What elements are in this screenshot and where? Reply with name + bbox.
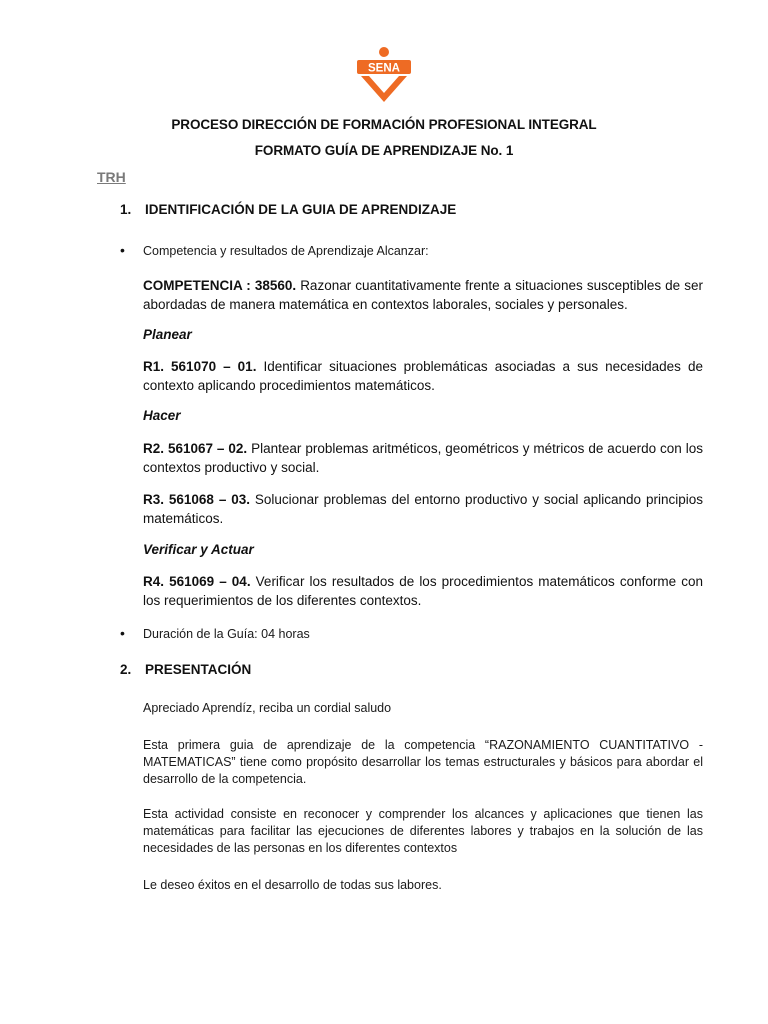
r1-label: R1. 561070 – 01. xyxy=(143,359,257,374)
presentation-paragraph-2: Esta actividad consiste en reconocer y comprender los alcances y aplicaciones que tienen las matemáticas para facilitar las ejecuciones de diferentes labores y trabajos en la solución de las necesidades de las personas en los diferentes contextos xyxy=(143,807,703,855)
document-subtitle: FORMATO GUÍA DE APRENDIZAJE No. 1 xyxy=(254,143,514,158)
document-title: PROCESO DIRECCIÓN DE FORMACIÓN PROFESIONAL INTEGRAL xyxy=(171,117,597,132)
r4-text: Verificar los resultados de los procedimientos matemáticos conforme con los requerimientos de los diferentes contextos. xyxy=(143,574,703,608)
sena-logo xyxy=(355,46,413,104)
competencia-paragraph xyxy=(143,276,703,314)
r2-text: Plantear problemas aritméticos, geométricos y métricos de acuerdo con los contextos productivo y social. xyxy=(143,441,703,475)
result-r2 xyxy=(143,439,703,477)
result-r1 xyxy=(143,357,703,395)
section-2-number: 2. xyxy=(120,662,132,677)
result-r3 xyxy=(143,490,703,528)
presentation-closing: Le deseo éxitos en el desarrollo de todas sus labores. xyxy=(143,878,442,892)
bullet-competencia: Competencia y resultados de Aprendizaje Alcanzar: xyxy=(143,244,429,258)
r4-label: R4. 561069 – 04. xyxy=(143,574,251,589)
bullet-icon: • xyxy=(120,242,125,258)
r2-label: R2. 561067 – 02. xyxy=(143,441,248,456)
r3-text: Solucionar problemas del entorno productivo y social aplicando principios matemáticos. xyxy=(143,492,703,526)
section-1-number: 1. xyxy=(120,202,132,217)
presentation-greeting: Apreciado Aprendíz, reciba un cordial saludo xyxy=(143,701,392,715)
result-r4 xyxy=(143,572,703,610)
bullet-duracion: Duración de la Guía: 04 horas xyxy=(143,627,310,641)
presentation-paragraph-1: Esta primera guia de aprendizaje de la competencia “RAZONAMIENTO CUANTITATIVO - MATEMATICAS” tiene como propósito desarrollar los temas estructurales y básicos para abordar el desarrollo de la competencia. xyxy=(143,738,703,786)
subheading-verificar: Verificar y Actuar xyxy=(143,542,254,557)
r3-label: R3. 561068 – 03. xyxy=(143,492,250,507)
r1-text: Identificar situaciones problemáticas asociadas a sus necesidades de contexto aplicando procedimientos matemáticos. xyxy=(143,359,703,393)
subheading-hacer: Hacer xyxy=(143,408,181,423)
competencia-label: COMPETENCIA : 38560. xyxy=(143,278,297,293)
section-2-title: PRESENTACIÓN xyxy=(145,662,252,677)
bullet-icon: • xyxy=(120,625,125,641)
document-code: TRH xyxy=(97,169,126,185)
competencia-text: Razonar cuantitativamente frente a situaciones susceptibles de ser abordadas de manera matemática en contextos laborales, sociales y personales. xyxy=(143,278,703,312)
logo-text: SENA xyxy=(368,62,400,75)
subheading-planear: Planear xyxy=(143,327,192,342)
section-1-title: IDENTIFICACIÓN DE LA GUIA DE APRENDIZAJE xyxy=(145,202,457,217)
